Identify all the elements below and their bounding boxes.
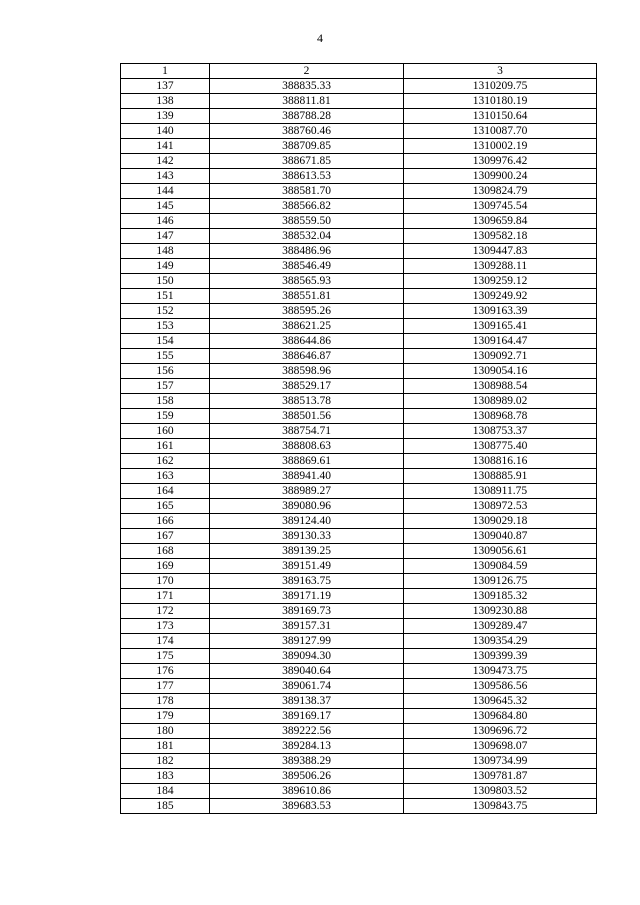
table-row xyxy=(121,214,597,229)
point-number-cell: 155 xyxy=(121,349,210,364)
point-number-cell: 171 xyxy=(121,589,210,604)
x-coordinate-cell: 388671.85 xyxy=(210,154,404,169)
y-coordinate-cell: 1309698.07 xyxy=(404,739,597,754)
point-number-cell: 150 xyxy=(121,274,210,289)
table-row xyxy=(121,454,597,469)
x-coordinate-cell: 389094.30 xyxy=(210,649,404,664)
x-coordinate-cell: 388644.86 xyxy=(210,334,404,349)
table-row xyxy=(121,304,597,319)
y-coordinate-cell: 1309084.59 xyxy=(404,559,597,574)
table-row xyxy=(121,319,597,334)
point-number-cell: 184 xyxy=(121,784,210,799)
table-row xyxy=(121,754,597,769)
x-coordinate-cell: 388595.26 xyxy=(210,304,404,319)
table-row xyxy=(121,589,597,604)
point-number-cell: 142 xyxy=(121,154,210,169)
table-row xyxy=(121,784,597,799)
point-number-cell: 177 xyxy=(121,679,210,694)
table-row xyxy=(121,409,597,424)
y-coordinate-cell: 1309259.12 xyxy=(404,274,597,289)
y-coordinate-cell: 1309684.80 xyxy=(404,709,597,724)
table-row xyxy=(121,739,597,754)
table-row xyxy=(121,694,597,709)
x-coordinate-cell: 388808.63 xyxy=(210,439,404,454)
page-number: 4 xyxy=(317,31,323,45)
y-coordinate-cell: 1309185.32 xyxy=(404,589,597,604)
x-coordinate-cell: 388869.61 xyxy=(210,454,404,469)
x-coordinate-cell: 388501.56 xyxy=(210,409,404,424)
y-coordinate-cell: 1309165.41 xyxy=(404,319,597,334)
y-coordinate-cell: 1309163.39 xyxy=(404,304,597,319)
x-coordinate-cell: 388513.78 xyxy=(210,394,404,409)
table-row xyxy=(121,439,597,454)
y-coordinate-cell: 1309230.88 xyxy=(404,604,597,619)
table-row xyxy=(121,199,597,214)
y-coordinate-cell: 1309843.75 xyxy=(404,799,597,814)
point-number-cell: 161 xyxy=(121,439,210,454)
table-header-row xyxy=(121,64,597,79)
y-coordinate-cell: 1309447.83 xyxy=(404,244,597,259)
y-coordinate-cell: 1309734.99 xyxy=(404,754,597,769)
point-number-cell: 163 xyxy=(121,469,210,484)
x-coordinate-cell: 389169.73 xyxy=(210,604,404,619)
table-row xyxy=(121,274,597,289)
point-number-cell: 175 xyxy=(121,649,210,664)
point-number-cell: 168 xyxy=(121,544,210,559)
y-coordinate-cell: 1309289.47 xyxy=(404,619,597,634)
table-body xyxy=(121,79,597,814)
x-coordinate-cell: 388532.04 xyxy=(210,229,404,244)
table-row xyxy=(121,139,597,154)
y-coordinate-cell: 1308775.40 xyxy=(404,439,597,454)
x-coordinate-cell: 389127.99 xyxy=(210,634,404,649)
point-number-cell: 146 xyxy=(121,214,210,229)
y-coordinate-cell: 1309803.52 xyxy=(404,784,597,799)
y-coordinate-cell: 1309056.61 xyxy=(404,544,597,559)
table-row xyxy=(121,124,597,139)
point-number-cell: 169 xyxy=(121,559,210,574)
table-row xyxy=(121,514,597,529)
x-coordinate-cell: 389040.64 xyxy=(210,664,404,679)
coordinates-table xyxy=(120,63,597,814)
table-row xyxy=(121,499,597,514)
x-coordinate-cell: 388565.93 xyxy=(210,274,404,289)
point-number-cell: 176 xyxy=(121,664,210,679)
y-coordinate-cell: 1308972.53 xyxy=(404,499,597,514)
point-number-cell: 138 xyxy=(121,94,210,109)
y-coordinate-cell: 1309582.18 xyxy=(404,229,597,244)
point-number-cell: 164 xyxy=(121,484,210,499)
y-coordinate-cell: 1309029.18 xyxy=(404,514,597,529)
point-number-cell: 158 xyxy=(121,394,210,409)
x-coordinate-cell: 388486.96 xyxy=(210,244,404,259)
table-row xyxy=(121,424,597,439)
x-coordinate-cell: 389080.96 xyxy=(210,499,404,514)
point-number-cell: 183 xyxy=(121,769,210,784)
table-row xyxy=(121,679,597,694)
table-row xyxy=(121,469,597,484)
table-row xyxy=(121,259,597,274)
point-number-cell: 141 xyxy=(121,139,210,154)
point-number-cell: 162 xyxy=(121,454,210,469)
x-coordinate-cell: 388646.87 xyxy=(210,349,404,364)
y-coordinate-cell: 1310087.70 xyxy=(404,124,597,139)
y-coordinate-cell: 1309249.92 xyxy=(404,289,597,304)
y-coordinate-cell: 1309976.42 xyxy=(404,154,597,169)
y-coordinate-cell: 1309900.24 xyxy=(404,169,597,184)
table-row xyxy=(121,634,597,649)
point-number-cell: 153 xyxy=(121,319,210,334)
point-number-cell: 159 xyxy=(121,409,210,424)
table-row xyxy=(121,94,597,109)
point-number-cell: 170 xyxy=(121,574,210,589)
point-number-cell: 172 xyxy=(121,604,210,619)
y-coordinate-cell: 1309354.29 xyxy=(404,634,597,649)
table-row xyxy=(121,619,597,634)
point-number-cell: 148 xyxy=(121,244,210,259)
x-coordinate-cell: 389139.25 xyxy=(210,544,404,559)
column-header-2: 2 xyxy=(210,64,404,79)
x-coordinate-cell: 389171.19 xyxy=(210,589,404,604)
x-coordinate-cell: 388551.81 xyxy=(210,289,404,304)
x-coordinate-cell: 389130.33 xyxy=(210,529,404,544)
table-row xyxy=(121,574,597,589)
x-coordinate-cell: 388709.85 xyxy=(210,139,404,154)
x-coordinate-cell: 388546.49 xyxy=(210,259,404,274)
table-row xyxy=(121,169,597,184)
table-row xyxy=(121,244,597,259)
table-row xyxy=(121,799,597,814)
y-coordinate-cell: 1308988.54 xyxy=(404,379,597,394)
x-coordinate-cell: 389683.53 xyxy=(210,799,404,814)
point-number-cell: 181 xyxy=(121,739,210,754)
table-row xyxy=(121,364,597,379)
x-coordinate-cell: 389506.26 xyxy=(210,769,404,784)
x-coordinate-cell: 388811.81 xyxy=(210,94,404,109)
table-row xyxy=(121,289,597,304)
table-row xyxy=(121,649,597,664)
y-coordinate-cell: 1309586.56 xyxy=(404,679,597,694)
y-coordinate-cell: 1309054.16 xyxy=(404,364,597,379)
x-coordinate-cell: 388835.33 xyxy=(210,79,404,94)
y-coordinate-cell: 1309126.75 xyxy=(404,574,597,589)
y-coordinate-cell: 1309645.32 xyxy=(404,694,597,709)
y-coordinate-cell: 1309824.79 xyxy=(404,184,597,199)
y-coordinate-cell: 1309781.87 xyxy=(404,769,597,784)
point-number-cell: 156 xyxy=(121,364,210,379)
x-coordinate-cell: 388598.96 xyxy=(210,364,404,379)
point-number-cell: 185 xyxy=(121,799,210,814)
point-number-cell: 154 xyxy=(121,334,210,349)
x-coordinate-cell: 388581.70 xyxy=(210,184,404,199)
table-row xyxy=(121,394,597,409)
x-coordinate-cell: 389610.86 xyxy=(210,784,404,799)
table-row xyxy=(121,154,597,169)
table-row xyxy=(121,709,597,724)
y-coordinate-cell: 1310002.19 xyxy=(404,139,597,154)
x-coordinate-cell: 389157.31 xyxy=(210,619,404,634)
point-number-cell: 174 xyxy=(121,634,210,649)
point-number-cell: 139 xyxy=(121,109,210,124)
point-number-cell: 166 xyxy=(121,514,210,529)
x-coordinate-cell: 388754.71 xyxy=(210,424,404,439)
point-number-cell: 145 xyxy=(121,199,210,214)
table-row xyxy=(121,184,597,199)
y-coordinate-cell: 1309288.11 xyxy=(404,259,597,274)
point-number-cell: 151 xyxy=(121,289,210,304)
point-number-cell: 165 xyxy=(121,499,210,514)
x-coordinate-cell: 389151.49 xyxy=(210,559,404,574)
y-coordinate-cell: 1308753.37 xyxy=(404,424,597,439)
x-coordinate-cell: 388529.17 xyxy=(210,379,404,394)
y-coordinate-cell: 1309473.75 xyxy=(404,664,597,679)
x-coordinate-cell: 388760.46 xyxy=(210,124,404,139)
table-row xyxy=(121,769,597,784)
point-number-cell: 143 xyxy=(121,169,210,184)
table-row xyxy=(121,349,597,364)
y-coordinate-cell: 1309745.54 xyxy=(404,199,597,214)
y-coordinate-cell: 1308968.78 xyxy=(404,409,597,424)
y-coordinate-cell: 1308885.91 xyxy=(404,469,597,484)
y-coordinate-cell: 1308989.02 xyxy=(404,394,597,409)
point-number-cell: 147 xyxy=(121,229,210,244)
table-row xyxy=(121,529,597,544)
table-row xyxy=(121,79,597,94)
column-header-3: 3 xyxy=(404,64,597,79)
point-number-cell: 144 xyxy=(121,184,210,199)
table-row xyxy=(121,559,597,574)
y-coordinate-cell: 1308911.75 xyxy=(404,484,597,499)
x-coordinate-cell: 389169.17 xyxy=(210,709,404,724)
point-number-cell: 182 xyxy=(121,754,210,769)
x-coordinate-cell: 388566.82 xyxy=(210,199,404,214)
point-number-cell: 137 xyxy=(121,79,210,94)
table-row xyxy=(121,484,597,499)
table-row xyxy=(121,229,597,244)
y-coordinate-cell: 1310150.64 xyxy=(404,109,597,124)
point-number-cell: 173 xyxy=(121,619,210,634)
point-number-cell: 179 xyxy=(121,709,210,724)
x-coordinate-cell: 389163.75 xyxy=(210,574,404,589)
table-row xyxy=(121,604,597,619)
point-number-cell: 178 xyxy=(121,694,210,709)
x-coordinate-cell: 388613.53 xyxy=(210,169,404,184)
x-coordinate-cell: 388788.28 xyxy=(210,109,404,124)
x-coordinate-cell: 389222.56 xyxy=(210,724,404,739)
y-coordinate-cell: 1308816.16 xyxy=(404,454,597,469)
y-coordinate-cell: 1309696.72 xyxy=(404,724,597,739)
table-row xyxy=(121,334,597,349)
y-coordinate-cell: 1310180.19 xyxy=(404,94,597,109)
table-row xyxy=(121,724,597,739)
point-number-cell: 157 xyxy=(121,379,210,394)
point-number-cell: 140 xyxy=(121,124,210,139)
table-row xyxy=(121,379,597,394)
x-coordinate-cell: 388989.27 xyxy=(210,484,404,499)
point-number-cell: 160 xyxy=(121,424,210,439)
table-row xyxy=(121,544,597,559)
y-coordinate-cell: 1309399.39 xyxy=(404,649,597,664)
x-coordinate-cell: 389284.13 xyxy=(210,739,404,754)
x-coordinate-cell: 388559.50 xyxy=(210,214,404,229)
x-coordinate-cell: 389124.40 xyxy=(210,514,404,529)
x-coordinate-cell: 388941.40 xyxy=(210,469,404,484)
point-number-cell: 180 xyxy=(121,724,210,739)
x-coordinate-cell: 389061.74 xyxy=(210,679,404,694)
y-coordinate-cell: 1309164.47 xyxy=(404,334,597,349)
y-coordinate-cell: 1309092.71 xyxy=(404,349,597,364)
y-coordinate-cell: 1309040.87 xyxy=(404,529,597,544)
y-coordinate-cell: 1309659.84 xyxy=(404,214,597,229)
point-number-cell: 152 xyxy=(121,304,210,319)
x-coordinate-cell: 389138.37 xyxy=(210,694,404,709)
x-coordinate-cell: 389388.29 xyxy=(210,754,404,769)
point-number-cell: 167 xyxy=(121,529,210,544)
x-coordinate-cell: 388621.25 xyxy=(210,319,404,334)
point-number-cell: 149 xyxy=(121,259,210,274)
table-row xyxy=(121,109,597,124)
table-row xyxy=(121,664,597,679)
y-coordinate-cell: 1310209.75 xyxy=(404,79,597,94)
column-header-1: 1 xyxy=(121,64,210,79)
